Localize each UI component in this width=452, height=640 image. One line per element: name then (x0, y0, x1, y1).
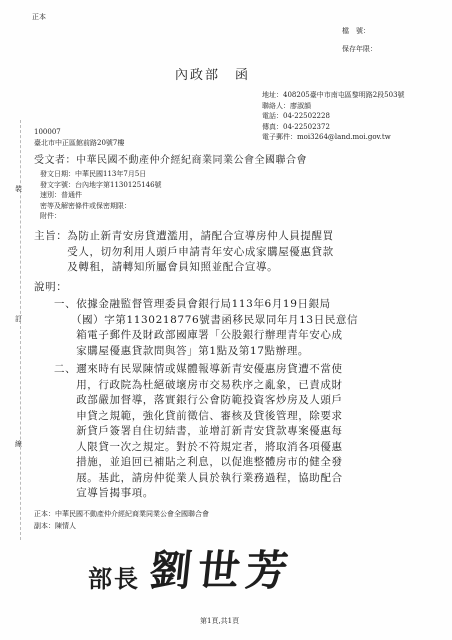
subject-line: 及轉租，請轉知所屬會員知照並配合宣導。 (34, 261, 279, 273)
recipient-to: 受文者：中華民國不動產仲介經紀商業同業公會全國聯合會 (34, 155, 307, 166)
retention-label: 保存年限： (342, 45, 377, 53)
speed: 速別：普通件 (40, 191, 82, 199)
main-copy-mark: 正本 (32, 13, 46, 21)
binding-line (20, 120, 21, 540)
subject-line: 主旨：為防止新青安房貸遭濫用，請配合宣導房仲人員提醒買 (34, 230, 334, 242)
signature-title: 部長 (88, 564, 140, 593)
sender-address: 地址：408205臺中市南屯區黎明路2段503號 (262, 91, 405, 99)
issue-date: 發文日期：中華民國113年7月5日 (40, 170, 147, 178)
point-2 (54, 362, 343, 502)
explanation-label: 說明： (34, 281, 68, 293)
distribution-block (34, 508, 209, 532)
side-mark-line: 線 (15, 440, 22, 448)
point-line: 一、依據金融監督管理委員會銀行局113年6月19日銀局 (54, 298, 331, 310)
signature-name: 劉世芳 (147, 546, 297, 595)
sender-contact: 聯絡人：廖淑韻 (262, 101, 311, 110)
subject-block (34, 229, 334, 276)
meta-block (40, 169, 162, 222)
point-line: 箱電子郵件及財政部國庫署「公股銀行辦理青年安心成 (54, 329, 343, 341)
attachment: 附件： (40, 212, 61, 220)
issue-number: 發文字號：台內地字第1130125146號 (40, 180, 162, 189)
point-line: 人限貸一次之規定。對於不符規定者，將取消各項優惠 (54, 440, 343, 453)
side-mark-bind: 裝 (15, 185, 22, 193)
point-line: 二、邇來時有民眾陳情或媒體報導新青安優惠房貸遭不當使 (54, 363, 343, 375)
sender-phone: 電話：04-22502228 (262, 112, 330, 120)
recipient-postal: 100007 (34, 128, 61, 136)
point-line: 用，行政院為杜絕破壞房市交易秩序之亂象，已責成財 (54, 378, 343, 391)
sender-block (262, 90, 432, 143)
sender-fax: 傳真：04-22502372 (262, 122, 330, 131)
recipient-address: 臺北市中正區館前路20號7樓 (34, 139, 125, 147)
point-line: 宣導旨揭事項。 (54, 487, 154, 499)
signature-block (88, 538, 297, 598)
distribution-copy: 副本：陳情人 (34, 522, 76, 530)
doc-title: 內政部 函 (175, 68, 251, 83)
subject-line: 受人，切勿利用人頭戶申請青年安心成家購屋優惠貸款 (34, 245, 334, 258)
side-mark-order: 訂 (15, 315, 22, 323)
point-line: （國）字第1130218776號書函移民眾同年月13日民意信 (54, 313, 359, 326)
distribution-main: 正本：中華民國不動產仲介經紀商業同業公會全國聯合會 (34, 510, 209, 518)
file-number-label: 檔 號： (342, 27, 370, 35)
secrecy: 密等及解密條件或保密期限： (40, 201, 131, 210)
point-1 (54, 297, 358, 359)
point-line: 政部嚴加督導，落實銀行公會防範投資客炒房及人頭戶 (54, 394, 343, 406)
point-line: 新貸戶簽署自住切結書，並增訂新青安貸款專案優惠每 (54, 425, 343, 437)
sender-email: 電子郵件：moi3264@land.moi.gov.tw (262, 133, 391, 141)
page-indicator: 第1頁,共1頁 (200, 617, 240, 625)
point-line: 申貸之規範，強化貸前徵信、審核及貸後管理，除要求 (54, 409, 343, 422)
point-line: 家購屋優惠貸款問與答」第1點及第17點辦理。 (54, 344, 309, 357)
point-line: 展。基此，請房仲從業人員於執行業務過程，協助配合 (54, 471, 343, 484)
point-line: 措施，並追回已補貼之利息，以促進整體房市的健全發 (54, 456, 343, 468)
